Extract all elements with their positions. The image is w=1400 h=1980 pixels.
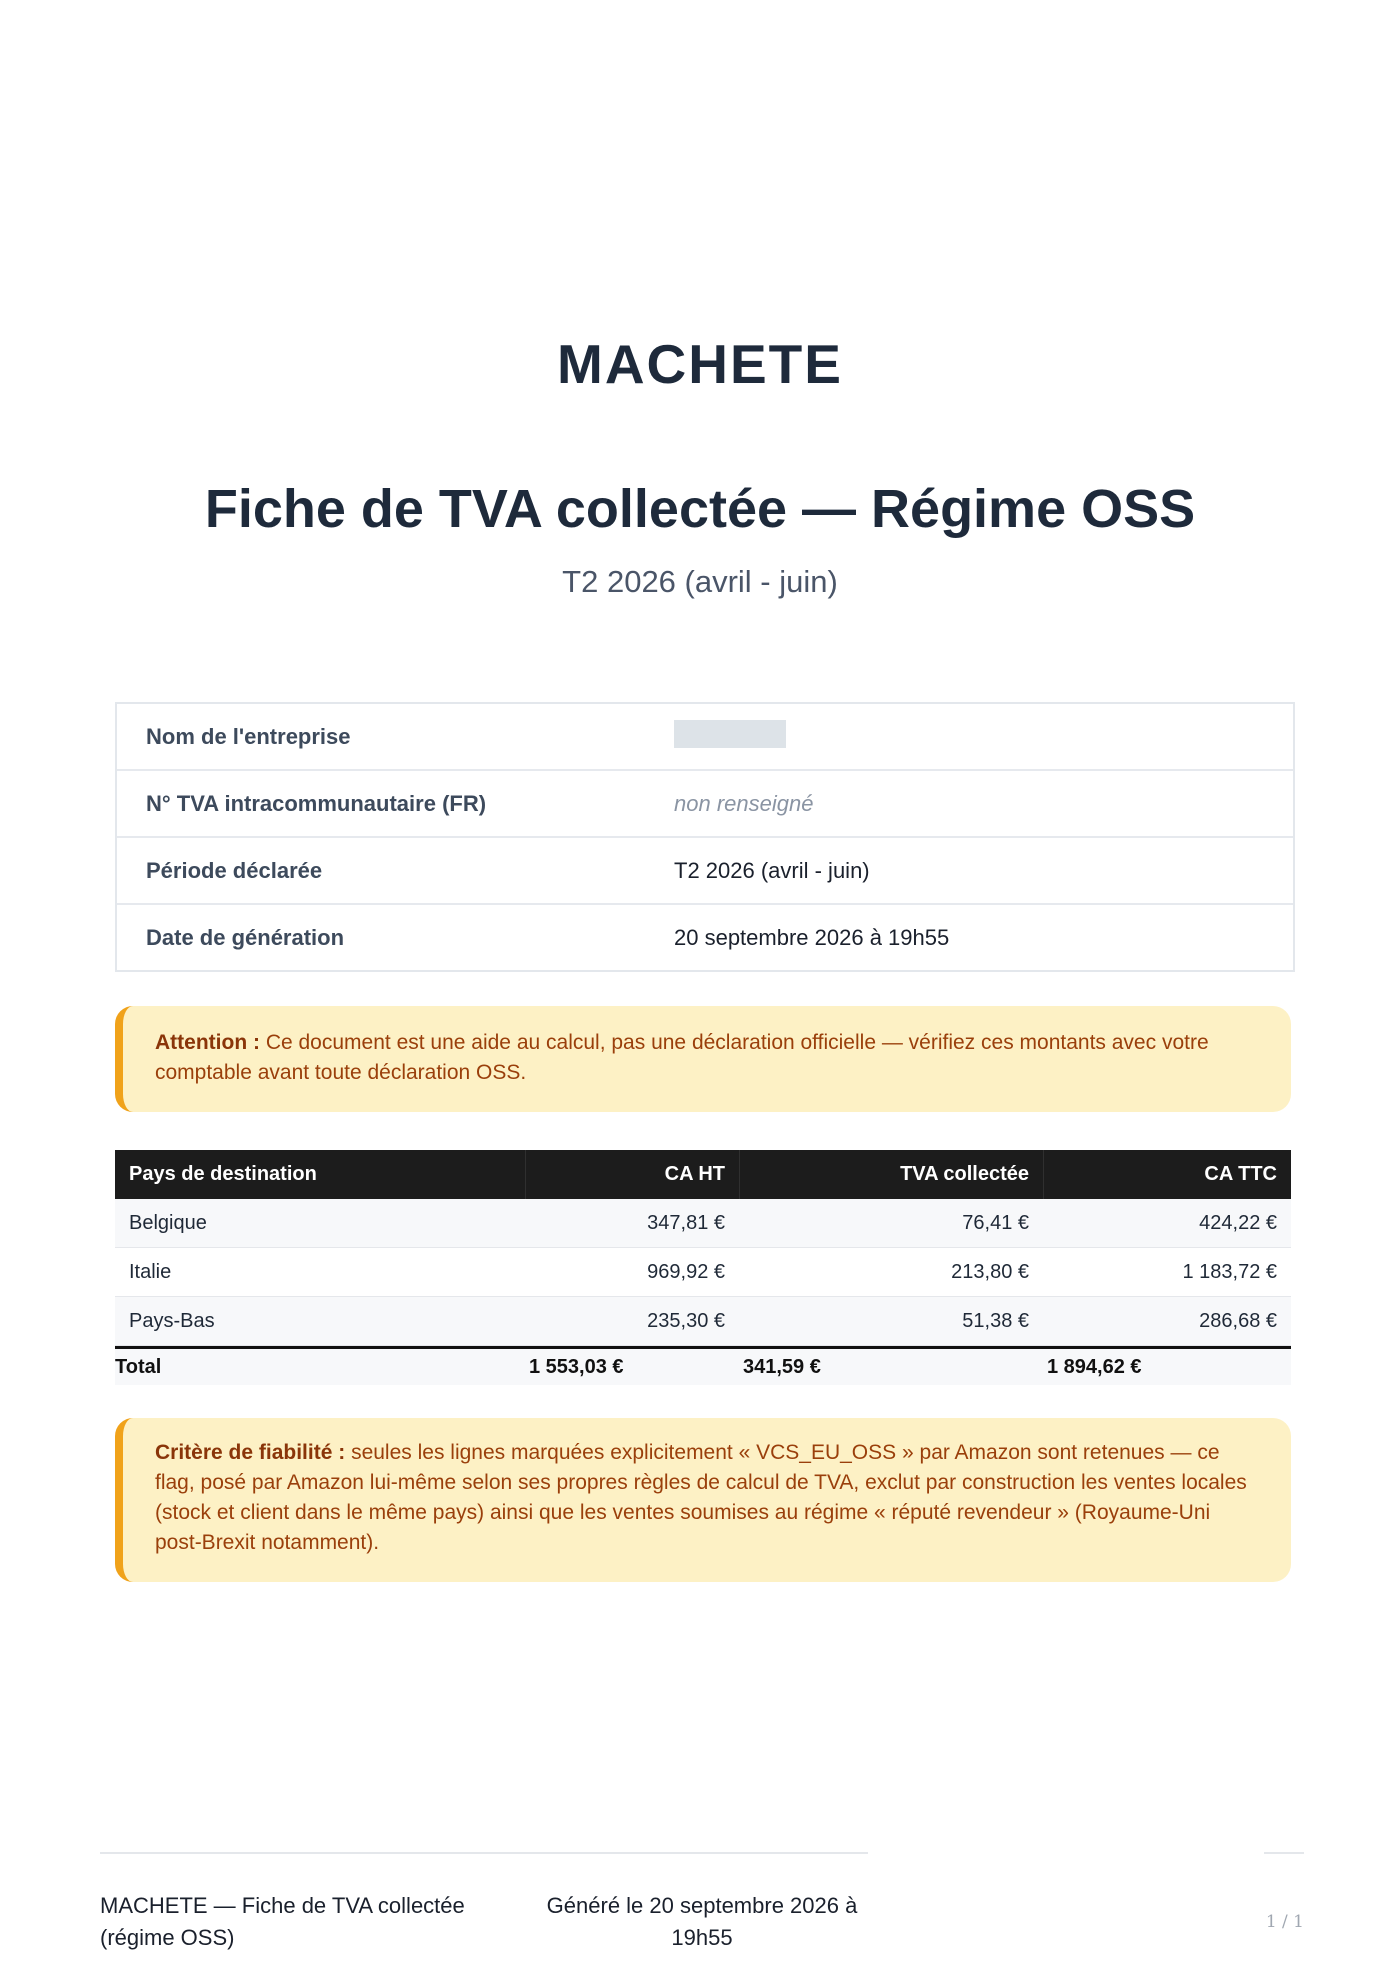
- table-cell: 969,92 €: [647, 1260, 725, 1283]
- table-cell: Italie: [129, 1260, 172, 1283]
- table-cell: Pays-Bas: [129, 1309, 215, 1332]
- warning-text: Ce document est une aide au calcul, pas une déclaration officielle — vérifiez ces montants avec votre comptable avant toute déclaration OSS.: [155, 1031, 1209, 1084]
- table-total-row: [115, 1346, 1291, 1385]
- info-label: Période déclarée: [146, 857, 323, 883]
- table-cell: 76,41 €: [962, 1211, 1029, 1234]
- info-row-date: [117, 905, 1293, 970]
- table-cell: 213,80 €: [951, 1260, 1029, 1283]
- column-header: CA TTC: [1043, 1150, 1291, 1199]
- table-cell: 235,30 €: [647, 1309, 725, 1332]
- footer-generated-date: Généré le 20 septembre 2026 à 19h55: [546, 1893, 858, 1950]
- generation-date-value: 20 septembre 2026 à 19h55: [674, 924, 950, 950]
- page-title: Fiche de TVA collectée — Régime OSS: [204, 479, 1196, 539]
- period-value: T2 2026 (avril - juin): [674, 857, 870, 883]
- total-cell: 1 553,03 €: [529, 1355, 624, 1378]
- redacted-block: [674, 720, 786, 748]
- table-cell: 286,68 €: [1199, 1309, 1277, 1332]
- page-number: 1 / 1: [1265, 1912, 1304, 1932]
- total-cell: Total: [115, 1355, 162, 1378]
- brand-name: MACHETE: [557, 333, 843, 395]
- total-cell: 341,59 €: [743, 1355, 821, 1378]
- info-label: Nom de l'entreprise: [146, 723, 351, 749]
- table-row: [115, 1297, 1291, 1346]
- table-row: [115, 1199, 1291, 1248]
- table-cell: 424,22 €: [1199, 1211, 1277, 1234]
- vat-number-value: non renseigné: [674, 790, 814, 816]
- info-row-period: [117, 838, 1293, 905]
- table-cell: 347,81 €: [647, 1211, 725, 1234]
- warning-label: Attention :: [155, 1031, 260, 1054]
- footer-divider: [100, 1852, 868, 1854]
- info-row-company: [117, 704, 1293, 771]
- info-label: Date de génération: [146, 924, 345, 950]
- column-header: TVA collectée: [739, 1150, 1043, 1199]
- footer-divider: [1264, 1852, 1304, 1854]
- table-cell: 51,38 €: [962, 1309, 1029, 1332]
- company-info-table: [115, 702, 1295, 972]
- page-subtitle: T2 2026 (avril - juin): [562, 564, 838, 599]
- criteria-label: Critère de fiabilité :: [155, 1441, 346, 1464]
- company-name-value: [674, 720, 786, 754]
- vat-table: [115, 1150, 1291, 1385]
- footer-document-title: MACHETE — Fiche de TVA collectée (régime OSS): [100, 1893, 465, 1950]
- warning-callout: [115, 1006, 1291, 1112]
- table-header: [115, 1150, 1291, 1199]
- total-cell: 1 894,62 €: [1047, 1355, 1142, 1378]
- table-cell: 1 183,72 €: [1182, 1260, 1277, 1283]
- info-row-vat: [117, 771, 1293, 838]
- info-label: N° TVA intracommunautaire (FR): [146, 790, 487, 816]
- table-cell: Belgique: [129, 1211, 207, 1234]
- criteria-text: seules les lignes marquées explicitement « VCS_EU_OSS » par Amazon sont retenues — ce flag, posé par Amazon lui-même selon ses propres règles de calcul de TVA, exclut par construction les ventes locales (stock et client dans le même pays) ainsi que les ventes soumises au régime « réputé revendeur » (Royaume-Uni post-Brexit notamment).: [155, 1441, 1247, 1554]
- column-header: CA HT: [525, 1150, 739, 1199]
- reliability-callout: [115, 1418, 1291, 1582]
- table-row: [115, 1248, 1291, 1297]
- column-header: Pays de destination: [129, 1163, 317, 1185]
